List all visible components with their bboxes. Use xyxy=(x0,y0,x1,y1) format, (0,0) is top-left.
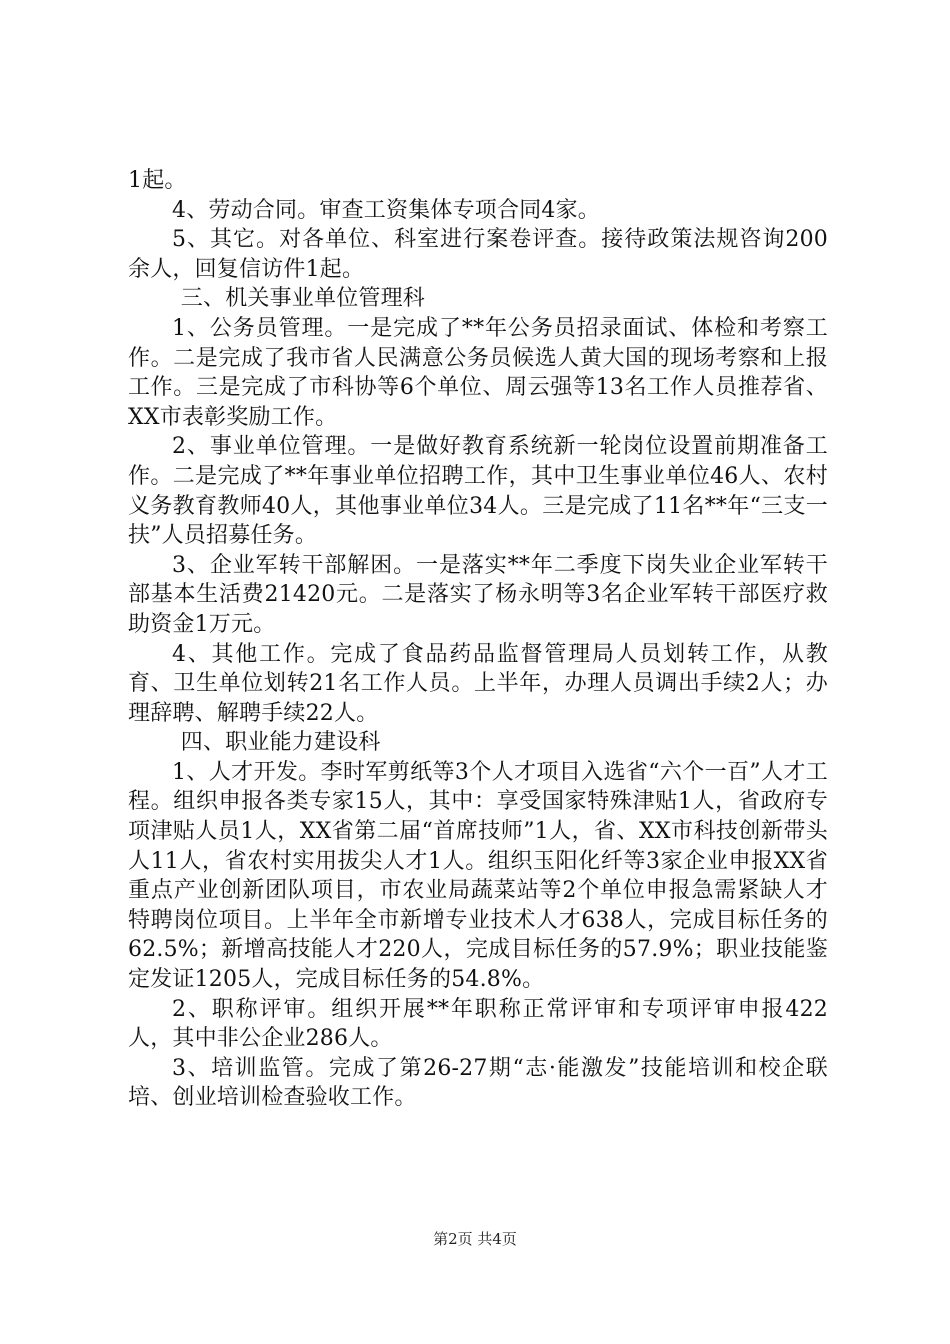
paragraph-labor-contract: 4、劳动合同。审查工资集体专项合同4家。 xyxy=(172,197,600,223)
paragraph-talent-development: 1、人才开发。李时军剪纸等3个人才项目入选省“六个一百”人才工程。组织申报各类专家15人，其中：享受国家特殊津贴1人，省政府专项津贴人员1人，XX省第二届“首席技师”1人，省、XX市科技创新带头人11人，省农村实用拔尖人才1人。组织玉阳化纤等3家企业申报XX省重点产业创新团队项目，市农业局蔬菜站等2个单位申报急需紧缺人才特聘岗位项目。上半年全市新增专业技术人才638人，完成目标任务的62.5%；新增高技能人才220人，完成目标任务的57.9%；职业技能鉴定发证1205人，完成目标任务的54.8%。 xyxy=(128,759,828,993)
page-footer: 第2页 共4页 xyxy=(433,1230,517,1248)
section-heading-agency-management: 三、机关事业单位管理科 xyxy=(180,286,425,312)
paragraph-civil-servant: 1、公务员管理。一是完成了**年公务员招录面试、体检和考察工作。二是完成了我市省人民满意公务员候选人黄大国的现场考察和上报工作。三是完成了市科协等6个单位、周云强等13名工作人员推荐省、XX市表彰奖励工作。 xyxy=(128,315,828,430)
paragraph-training-supervision: 3、培训监管。完成了第26-27期“志·能激发”技能培训和校企联培、创业培训检查验收工作。 xyxy=(128,1055,828,1111)
document-body xyxy=(128,166,828,1113)
paragraph-other: 5、其它。对各单位、科室进行案卷评查。接待政策法规咨询200余人，回复信访件1起。 xyxy=(128,227,828,282)
paragraph-title-review: 2、职称评审。组织开展**年职称正常评审和专项评审申报422人，其中非公企业286人。 xyxy=(128,996,828,1052)
paragraph-military-cadre: 3、企业军转干部解困。一是落实**年二季度下岗失业企业军转干部基本生活费21420元。二是落实了杨永明等3名企业军转干部医疗救助资金1万元。 xyxy=(128,552,828,637)
paragraph-continuation: 1起。 xyxy=(128,168,187,193)
section-heading-vocational: 四、职业能力建设科 xyxy=(180,730,381,756)
paragraph-public-institution: 2、事业单位管理。一是做好教育系统新一轮岗位设置前期准备工作。二是完成了**年事业单位招聘工作，其中卫生事业单位46人、农村义务教育教师40人，其他事业单位34人。三是完成了11名**年“三支一扶”人员招募任务。 xyxy=(128,434,828,549)
paragraph-other-work: 4、其他工作。完成了食品药品监督管理局人员划转工作，从教育、卫生单位划转21名工作人员。上半年，办理人员调出手续2人；办理辞聘、解聘手续22人。 xyxy=(128,641,828,726)
